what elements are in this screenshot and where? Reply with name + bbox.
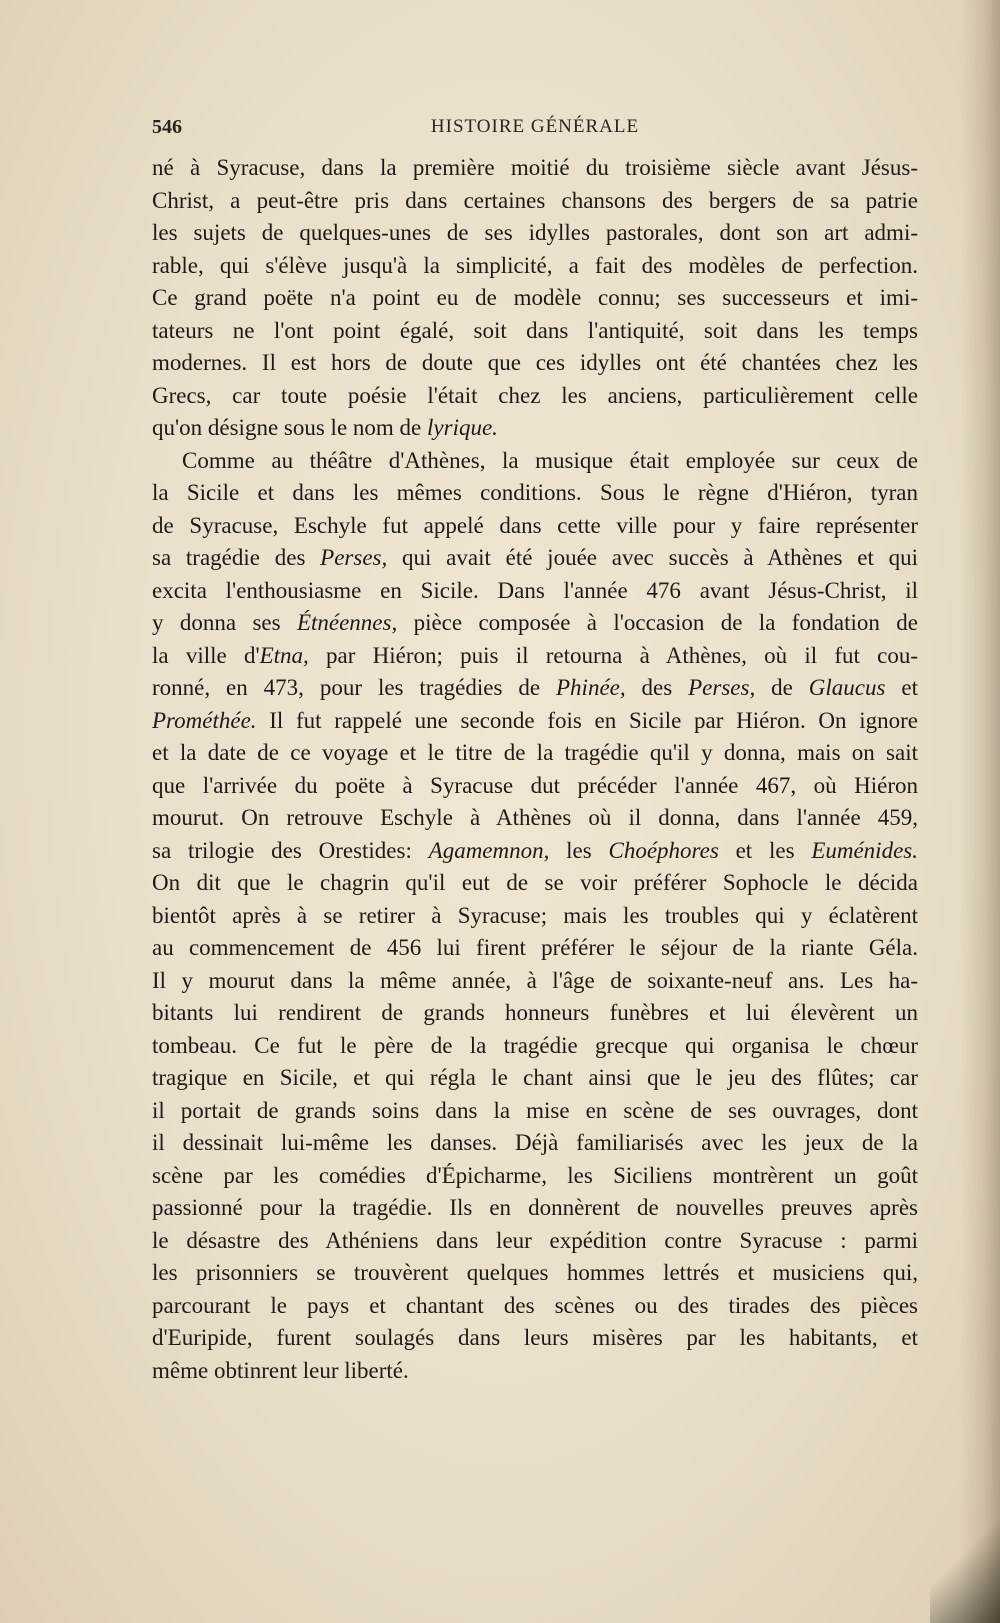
text-line: [152, 542, 918, 575]
text-line: [152, 1257, 918, 1290]
text-segment: Grecs, car toute poésie l'était chez les anciens, particulièrement celle: [152, 382, 918, 408]
text-line: [152, 802, 918, 835]
text-segment: rable, qui s'élève jusqu'à la simplicité, a fait des modèles de perfection.: [152, 252, 918, 278]
text-segment: mourut. On retrouve Eschyle à Athènes où il donna, dans l'année 459,: [152, 805, 918, 830]
text-line: [152, 510, 918, 543]
text-line: [152, 932, 918, 965]
text-segment: et la date de ce voyage et le titre de la tragédie qu'il y donna, mais on sait: [152, 740, 918, 765]
text-segment: que l'arrivée du poëte à Syracuse dut précéder l'année 467, où Hiéron: [152, 772, 918, 798]
text-line: [152, 477, 918, 510]
italic-title: Euménides.: [811, 837, 918, 863]
text-segment: On dit que le chagrin qu'il eut de se voir préférer Sophocle le décida: [152, 870, 918, 895]
italic-title: Phinée,: [556, 675, 626, 700]
text-line: [152, 640, 918, 673]
text-line: [152, 1322, 918, 1355]
text-line: [152, 1290, 918, 1323]
text-segment: excita l'enthousiasme en Sicile. Dans l'année 476 avant Jésus-Christ, il: [152, 577, 918, 603]
text-segment: tombeau. Ce fut le père de la tragédie grecque qui organisa le chœur: [152, 1032, 918, 1058]
text-segment: il portait de grands soins dans la mise en scène de ses ouvrages, dont: [152, 1097, 918, 1123]
text-line: [152, 997, 918, 1030]
text-segment: bientôt après à se retirer à Syracuse; mais les troubles qui y éclatèrent: [152, 902, 918, 928]
text-segment: le désastre des Athéniens dans leur expédition contre Syracuse : parmi: [152, 1227, 918, 1253]
text-segment: de: [755, 675, 809, 700]
text-segment: des: [625, 675, 689, 700]
text-segment: et les: [718, 837, 812, 863]
text-line: [152, 705, 918, 738]
text-segment: et: [885, 675, 918, 700]
text-line: [152, 575, 918, 608]
text-line: [152, 445, 918, 478]
text-line: [152, 867, 918, 900]
text-segment: pièce composée à l'occasion de la fondation de: [397, 610, 918, 635]
text-segment: par Hiéron; puis il retourna à Athènes, où il fut cou-: [308, 642, 918, 668]
text-line: [152, 152, 918, 185]
text-segment: né à Syracuse, dans la première moitié du troisième siècle avant Jésus-: [152, 155, 918, 180]
italic-title: Etna,: [259, 642, 309, 668]
text-line: [152, 315, 918, 348]
text-segment: modernes. Il est hors de doute que ces idylles ont été chantées chez les: [152, 350, 918, 375]
text-segment: tragique en Sicile, et qui régla le chant ainsi que le jeu des flûtes; car: [152, 1065, 918, 1090]
text-segment: il dessinait lui-même les danses. Déjà familiarisés avec les jeux de la: [152, 1130, 918, 1155]
page-header: [152, 116, 918, 146]
text-line: [152, 250, 918, 283]
italic-title: Perses,: [688, 675, 756, 700]
text-line: [152, 835, 918, 868]
text-segment: sa tragédie des: [152, 545, 321, 570]
page-number: 546: [152, 116, 182, 138]
text-segment: bitants lui rendirent de grands honneurs funèbres et lui élevèrent un: [152, 1000, 918, 1025]
text-segment: les: [549, 837, 609, 863]
text-segment: la Sicile et dans les mêmes conditions. Sous le règne d'Hiéron, tyran: [152, 480, 918, 505]
text-line: [152, 1095, 918, 1128]
text-line: [152, 607, 918, 640]
text-segment: Il fut rappelé une seconde fois en Sicile par Hiéron. On ignore: [256, 707, 918, 733]
text-segment: scène par les comédies d'Épicharme, les Siciliens montrèrent un goût: [152, 1162, 918, 1188]
text-segment: au commencement de 456 lui firent préférer le séjour de la riante Géla.: [152, 935, 918, 960]
text-line: [152, 1160, 918, 1193]
text-segment: Il y mourut dans la même année, à l'âge de soixante-neuf ans. Les ha-: [152, 967, 918, 993]
text-segment: qu'on désigne sous le nom de: [152, 415, 428, 440]
text-line: [152, 347, 918, 380]
italic-title: Glaucus: [808, 675, 886, 700]
text-line: [152, 185, 918, 218]
text-line: [152, 737, 918, 770]
italic-title: Étnéennes,: [296, 610, 398, 635]
text-line: [152, 282, 918, 315]
body-text: [152, 152, 918, 1387]
text-segment: les prisonniers se trouvèrent quelques hommes lettrés et musiciens qui,: [152, 1260, 918, 1285]
text-line: [152, 900, 918, 933]
text-segment: Comme au théâtre d'Athènes, la musique était employée sur ceux de: [182, 447, 918, 473]
text-line: [152, 380, 918, 413]
text-segment: ronné, en 473, pour les tragédies de: [152, 675, 556, 700]
page-edge-shadow: [960, 0, 1000, 1623]
text-line: [152, 770, 918, 803]
text-line: [152, 217, 918, 250]
text-line: [152, 1030, 918, 1063]
italic-title: Perses,: [320, 545, 388, 570]
text-segment: parcourant le pays et chantant des scènes ou des tirades des pièces: [152, 1292, 918, 1318]
running-head: HISTOIRE GÉNÉRALE: [430, 116, 640, 137]
text-line: [152, 412, 918, 445]
text-segment: tateurs ne l'ont point égalé, soit dans l'antiquité, soit dans les temps: [152, 317, 918, 343]
text-segment: les sujets de quelques-unes de ses idylles pastorales, dont son art admi-: [152, 220, 918, 245]
text-segment: d'Euripide, furent soulagés dans leurs misères par les habitants, et: [152, 1325, 918, 1350]
text-segment: de Syracuse, Eschyle fut appelé dans cette ville pour y faire représenter: [152, 512, 918, 538]
text-line: [152, 1225, 918, 1258]
text-segment: sa trilogie des Orestides:: [152, 837, 429, 863]
italic-title: Agamemnon,: [428, 837, 550, 863]
text-line: [152, 672, 918, 705]
text-segment: passionné pour la tragédie. Ils en donnèrent de nouvelles preuves après: [152, 1195, 918, 1220]
text-segment: qui avait été jouée avec succès à Athènes et qui: [387, 545, 918, 570]
text-segment: Christ, a peut-être pris dans certaines chansons des bergers de sa patrie: [152, 187, 918, 213]
text-segment: Ce grand poëte n'a point eu de modèle connu; ses successeurs et imi-: [152, 285, 918, 310]
page-corner-shadow: [930, 1513, 1000, 1623]
text-segment: la ville d': [152, 642, 260, 668]
text-line: [152, 1127, 918, 1160]
italic-title: lyrique.: [427, 415, 498, 440]
italic-title: Choéphores: [608, 837, 719, 863]
text-line: [152, 965, 918, 998]
text-line: [152, 1355, 918, 1388]
text-line: [152, 1062, 918, 1095]
text-segment: y donna ses: [152, 610, 297, 635]
text-segment: même obtinrent leur liberté.: [152, 1357, 409, 1383]
italic-title: Prométhée.: [152, 707, 257, 733]
text-line: [152, 1192, 918, 1225]
